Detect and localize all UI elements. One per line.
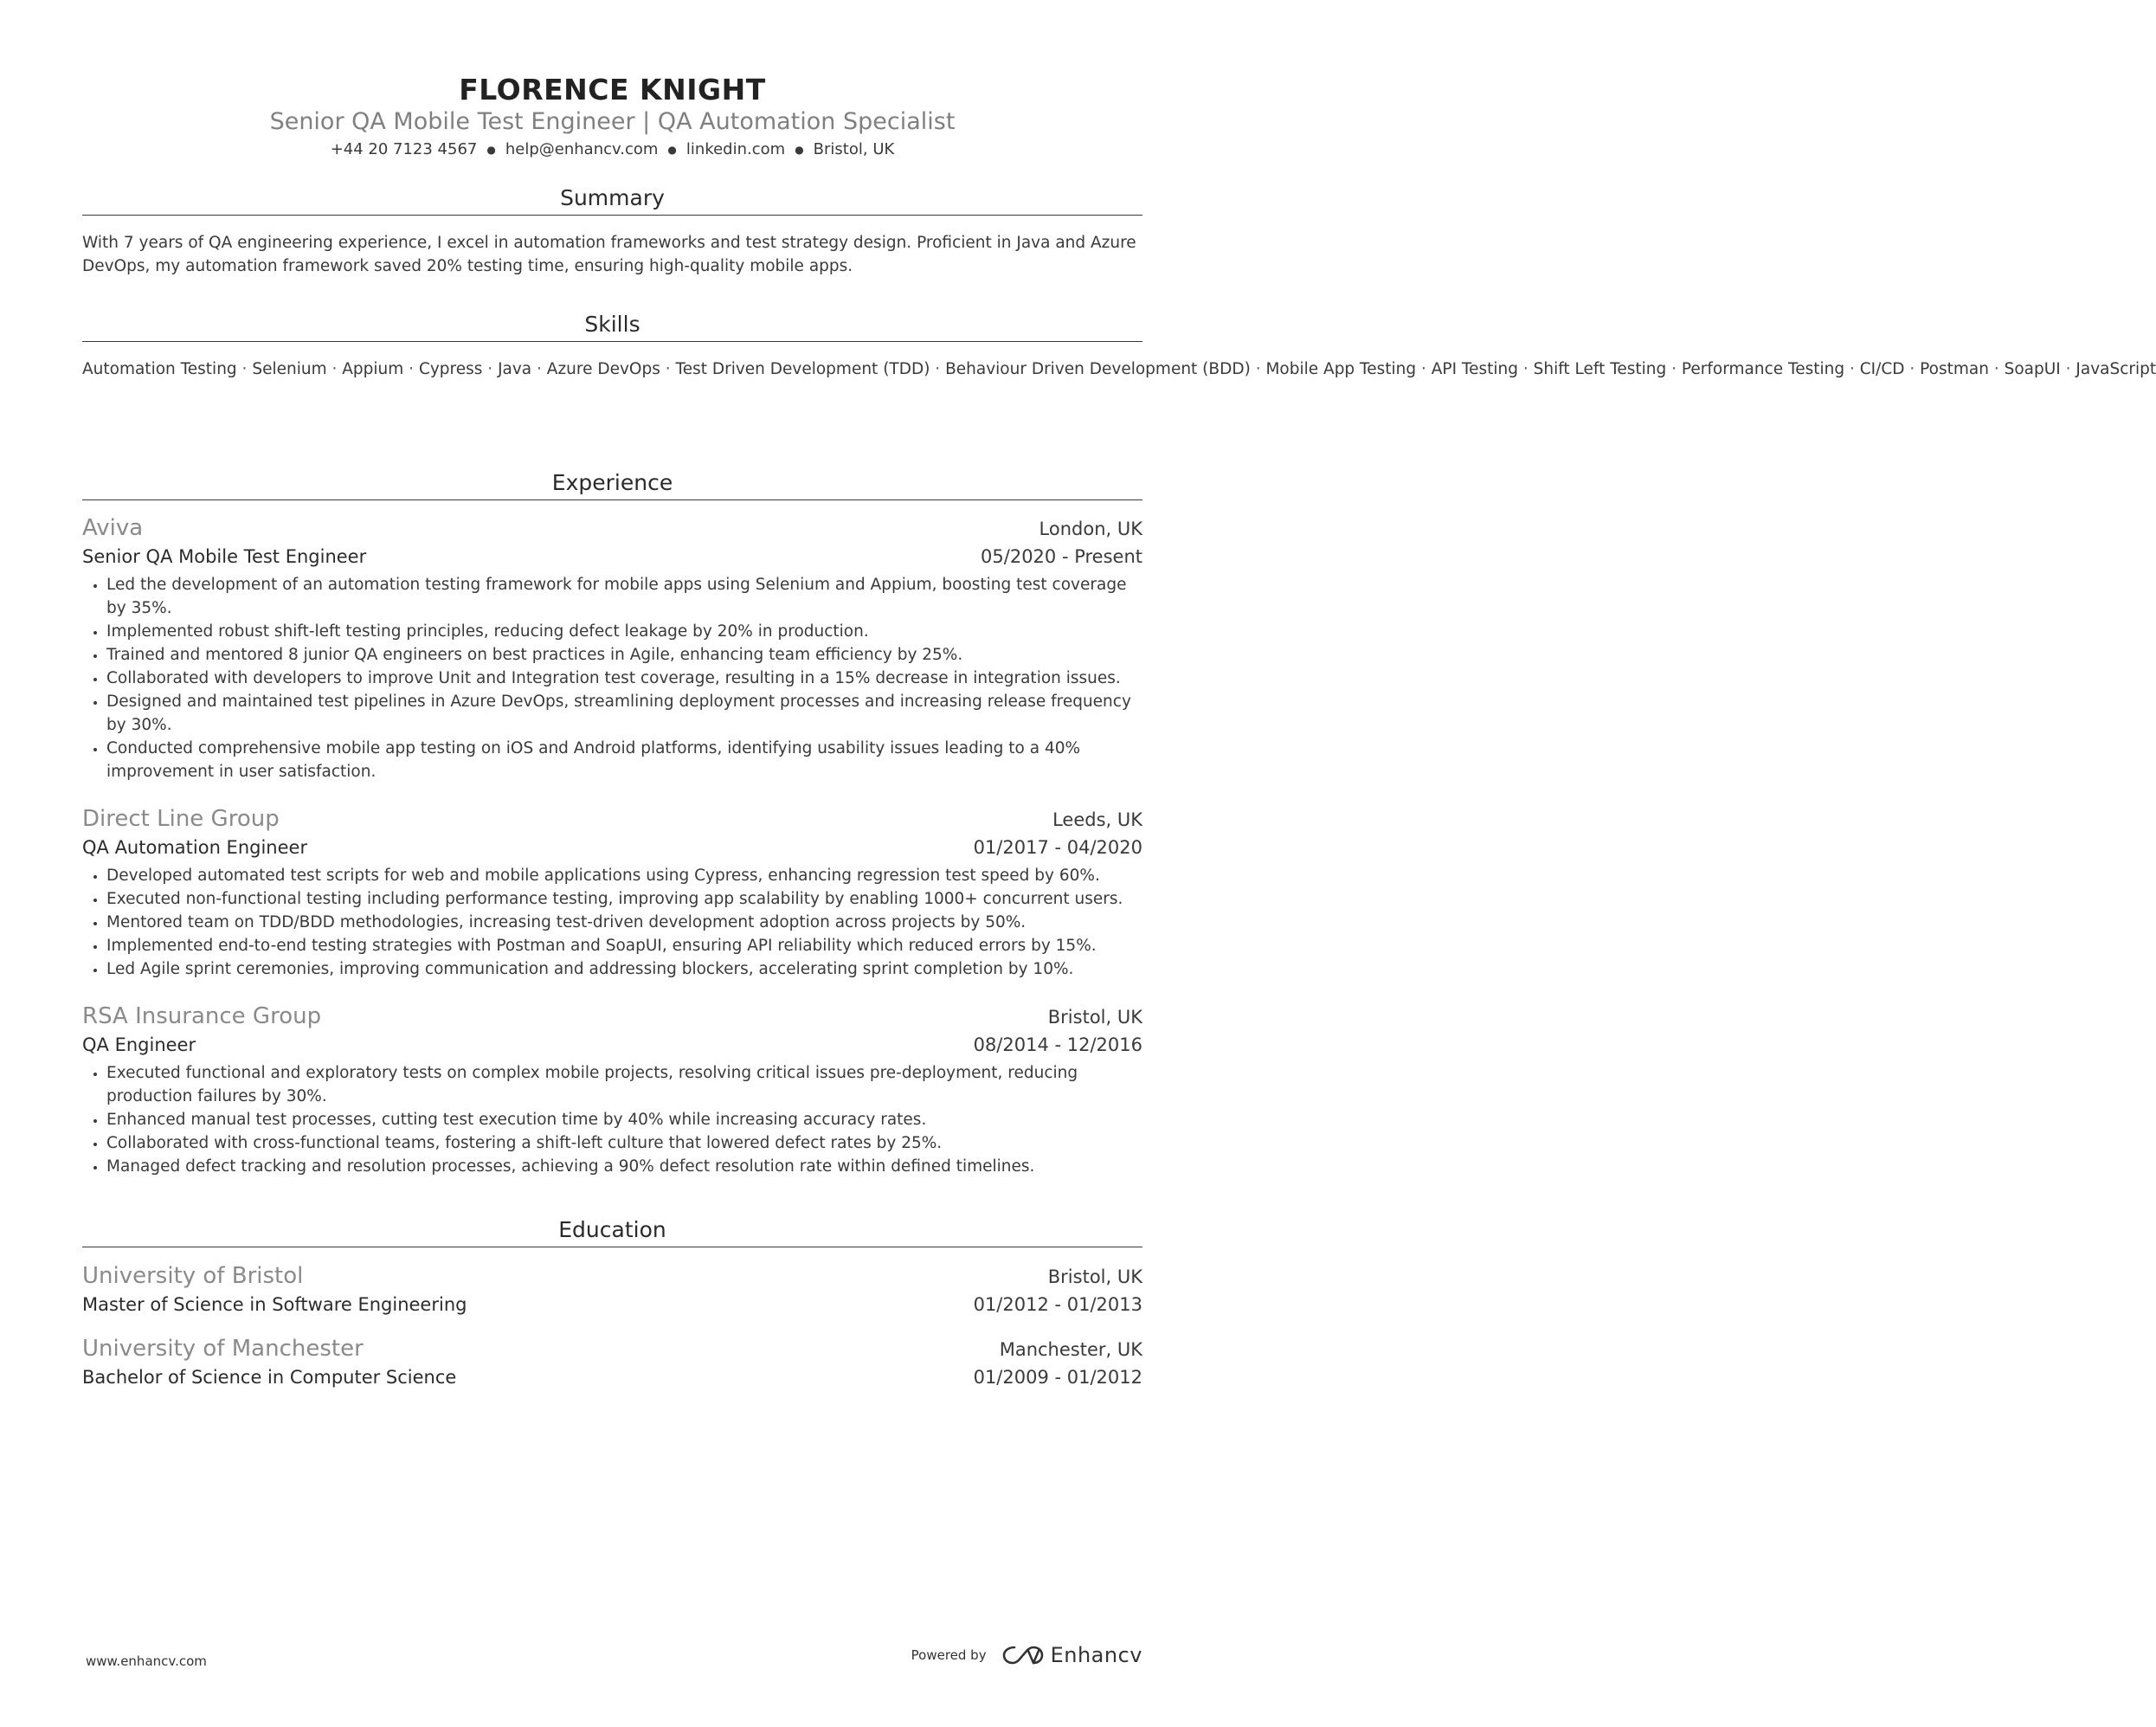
skill-item: Postman	[1920, 360, 1989, 378]
bullet-item: • Led Agile sprint ceremonies, improving communication and addressing blockers, accelerating sprint completion by 10%.	[106, 957, 1142, 981]
degree: Master of Science in Software Engineering	[82, 1294, 467, 1315]
skill-item: Behaviour Driven Development (BDD)	[945, 360, 1251, 378]
company-name: Aviva	[82, 515, 144, 541]
company-name: RSA Insurance Group	[82, 1003, 322, 1029]
school-name: University of Bristol	[82, 1263, 304, 1289]
job-location: London, UK	[1039, 519, 1142, 539]
bullet-item: • Collaborated with cross-functional teams, fostering a shift-left culture that lowered defect rates by 25%.	[106, 1131, 1142, 1155]
bullet-item: • Trained and mentored 8 junior QA engineers on best practices in Agile, enhancing team efficiency by 25%.	[106, 643, 1142, 667]
bullet-item: • Collaborated with developers to improve Unit and Integration test coverage, resulting in a 15% decrease in integration issues.	[106, 667, 1142, 690]
skill-separator: ·	[236, 360, 253, 378]
skill-separator: ·	[660, 360, 676, 378]
job-role: Senior QA Mobile Test Engineer	[82, 546, 367, 567]
skill-separator: ·	[1904, 360, 1921, 378]
bullet-item: • Managed defect tracking and resolution processes, achieving a 90% defect resolution rate within defined timelines.	[106, 1155, 1142, 1178]
separator-dot-icon: ●	[486, 144, 496, 156]
skill-separator: ·	[531, 360, 547, 378]
education-dates: 01/2009 - 01/2012	[973, 1367, 1142, 1388]
resume-header	[82, 73, 1142, 161]
skill-item: API Testing	[1431, 360, 1518, 378]
brand-logo[interactable]	[1002, 1643, 1142, 1667]
candidate-name: FLORENCE KNIGHT	[459, 73, 766, 106]
experience-heading: Experience	[82, 468, 1142, 500]
education-entry	[82, 1262, 1142, 1319]
bullet-item: • Mentored team on TDD/BDD methodologies, increasing test-driven development adoption across projects by 50%.	[106, 911, 1142, 934]
enhancv-logo-icon	[1002, 1644, 1044, 1666]
bullet-item: • Developed automated test scripts for web and mobile applications using Cypress, enhancing regression test speed by 60%.	[106, 864, 1142, 887]
email-link[interactable]: help@enhancv.com	[505, 140, 659, 158]
skill-separator: ·	[2060, 360, 2076, 378]
job-role: QA Automation Engineer	[82, 837, 308, 858]
skill-item: JavaScript	[2076, 360, 2156, 378]
job-dates: 08/2014 - 12/2016	[973, 1034, 1142, 1055]
job-bullets	[82, 1061, 1142, 1178]
linkedin-link[interactable]: linkedin.com	[685, 140, 786, 158]
skill-item: CI/CD	[1859, 360, 1905, 378]
skill-item: Shift Left Testing	[1533, 360, 1667, 378]
skill-separator: ·	[1988, 360, 2005, 378]
bullet-item: • Executed non-functional testing including performance testing, improving app scalability by enabling 1000+ concurrent users.	[106, 887, 1142, 911]
job-location: Bristol, UK	[1047, 1007, 1142, 1028]
skill-separator: ·	[930, 360, 946, 378]
footer-branding	[911, 1643, 1142, 1667]
school-name: University of Manchester	[82, 1336, 364, 1362]
summary-text: With 7 years of QA engineering experience, I excel in automation frameworks and test strategy design. Proficient in Java and Azure DevOps, my automation framework saved 20% testing time, ensuring high-quality mobile apps.	[82, 234, 1136, 275]
skill-separator: ·	[1844, 360, 1860, 378]
bullet-item: • Enhanced manual test processes, cutting test execution time by 40% while increasing accuracy rates.	[106, 1108, 1142, 1131]
skill-item: Performance Testing	[1681, 360, 1845, 378]
skill-item: Automation Testing	[82, 360, 237, 378]
skill-item: Selenium	[252, 360, 327, 378]
job-bullets	[82, 573, 1142, 783]
separator-dot-icon: ●	[795, 144, 804, 156]
bullet-item: • Implemented robust shift-left testing principles, reducing defect leakage by 20% in production.	[106, 620, 1142, 643]
skill-separator: ·	[326, 360, 343, 378]
education-dates: 01/2012 - 01/2013	[973, 1294, 1142, 1315]
education-entry	[82, 1335, 1142, 1392]
education-heading: Education	[82, 1215, 1142, 1247]
job-entry	[82, 514, 1142, 783]
bullet-item: • Implemented end-to-end testing strategies with Postman and SoapUI, ensuring API reliability which reduced errors by 15%.	[106, 934, 1142, 957]
job-bullets	[82, 864, 1142, 981]
skill-item: Java	[498, 360, 532, 378]
job-dates: 05/2020 - Present	[981, 546, 1142, 567]
skill-item: SoapUI	[2004, 360, 2061, 378]
company-name: Direct Line Group	[82, 806, 280, 832]
skill-item: Cypress	[418, 360, 483, 378]
skill-separator: ·	[403, 360, 419, 378]
powered-by-label: Powered by	[911, 1647, 987, 1663]
skills-heading: Skills	[82, 310, 1142, 342]
skill-separator: ·	[1517, 360, 1534, 378]
school-location: Manchester, UK	[999, 1339, 1142, 1360]
skill-item: Azure DevOps	[546, 360, 660, 378]
bullet-item: • Led the development of an automation testing framework for mobile apps using Selenium and Appium, boosting test coverage by 35%.	[106, 573, 1142, 620]
location: Bristol, UK	[813, 140, 895, 158]
contact-line	[82, 139, 1142, 161]
phone: +44 20 7123 4567	[330, 140, 478, 158]
brand-name: Enhancv	[1050, 1643, 1142, 1667]
job-location: Leeds, UK	[1052, 809, 1142, 830]
candidate-title: Senior QA Mobile Test Engineer | QA Automation Specialist	[269, 108, 956, 135]
bullet-item: • Designed and maintained test pipelines in Azure DevOps, streamlining deployment processes and increasing release frequency by 30%.	[106, 690, 1142, 737]
skill-separator: ·	[1666, 360, 1682, 378]
school-location: Bristol, UK	[1047, 1266, 1142, 1287]
job-entry	[82, 805, 1142, 981]
job-dates: 01/2017 - 04/2020	[973, 837, 1142, 858]
skill-item: Test Driven Development (TDD)	[675, 360, 930, 378]
skill-separator: ·	[1416, 360, 1432, 378]
bullet-item: • Executed functional and exploratory tests on complex mobile projects, resolving critical issues pre-deployment, reducing production failures by 30%.	[106, 1061, 1142, 1108]
job-entry	[82, 1002, 1142, 1178]
job-role: QA Engineer	[82, 1034, 196, 1055]
skill-separator: ·	[1250, 360, 1266, 378]
skill-item: Appium	[342, 360, 404, 378]
bullet-item: • Conducted comprehensive mobile app testing on iOS and Android platforms, identifying usability issues leading to a 40% improvement in user satisfaction.	[106, 737, 1142, 783]
footer-website-link[interactable]: www.enhancv.com	[86, 1653, 207, 1669]
skill-separator: ·	[482, 360, 499, 378]
skill-item: Mobile App Testing	[1265, 360, 1417, 378]
separator-dot-icon: ●	[667, 144, 677, 156]
degree: Bachelor of Science in Computer Science	[82, 1367, 457, 1388]
skills-list	[82, 357, 2156, 383]
summary-heading: Summary	[82, 184, 1142, 216]
